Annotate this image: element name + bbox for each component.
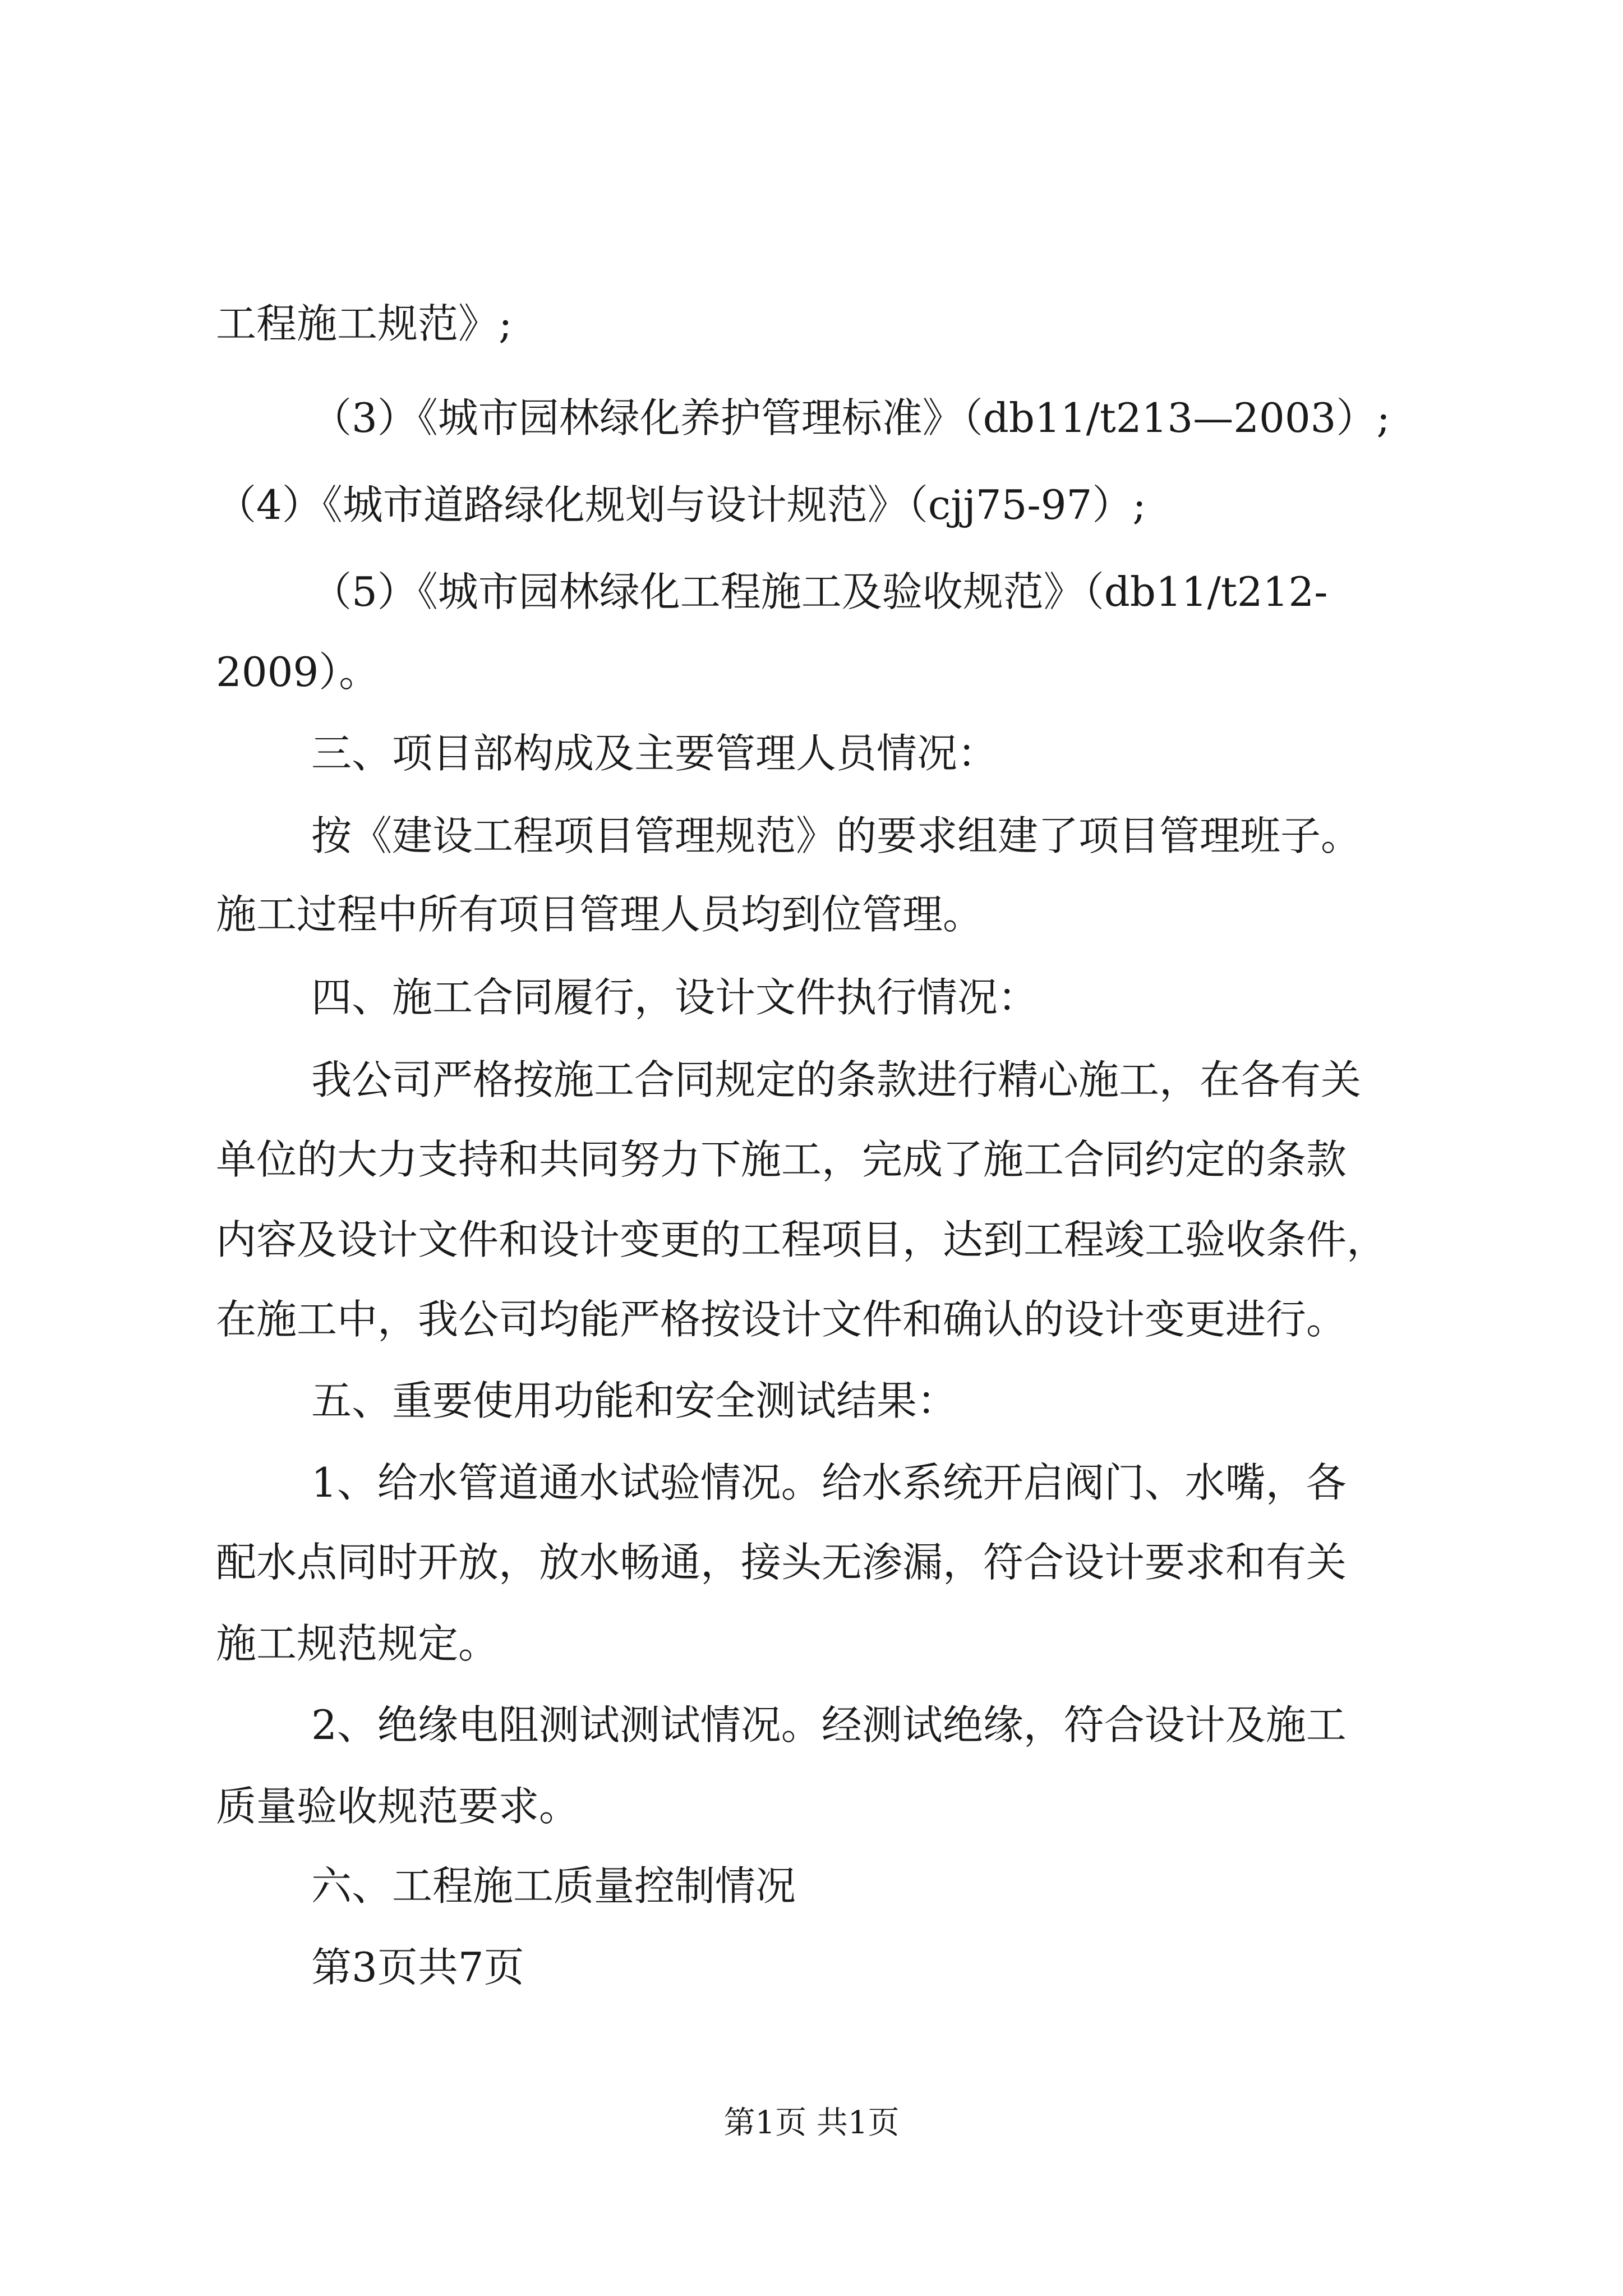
text-line-17: 施工规范规定。 <box>216 1620 499 1667</box>
text-line-7: 按《建设工程项目管理规范》的要求组建了项目管理班子。 <box>311 812 1362 859</box>
text-line-3: （4）《城市道路绿化规划与设计规范》（cjj75-97）; <box>216 481 1146 528</box>
text-line-1: 工程施工规范》; <box>216 300 513 347</box>
text-line-14: 五、重要使用功能和安全测试结果： <box>311 1377 958 1424</box>
text-line-13: 在施工中，我公司均能严格按设计文件和确认的设计变更进行。 <box>216 1296 1347 1343</box>
text-line-18: 2、绝缘电阻测试测试情况。经测试绝缘，符合设计及施工 <box>311 1701 1347 1749</box>
text-line-6: 三、项目部构成及主要管理人员情况： <box>311 730 998 777</box>
text-line-10: 我公司严格按施工合同规定的条款进行精心施工，在各有关 <box>311 1056 1362 1103</box>
text-line-9: 四、施工合同履行，设计文件执行情况： <box>311 974 1039 1021</box>
text-line-19: 质量验收规范要求。 <box>216 1783 580 1830</box>
text-line-8: 施工过程中所有项目管理人员均到位管理。 <box>216 891 984 938</box>
text-line-15: 1、给水管道通水试验情况。给水系统开启阀门、水嘴，各 <box>311 1459 1347 1506</box>
text-line-16: 配水点同时开放，放水畅通，接头无渗漏，符合设计要求和有关 <box>216 1539 1347 1586</box>
page-footer: 第1页 共1页 <box>723 2105 900 2141</box>
text-line-20: 六、工程施工质量控制情况 <box>311 1862 796 1910</box>
text-line-12: 内容及设计文件和设计变更的工程项目，达到工程竣工验收条件， <box>216 1216 1387 1263</box>
text-line-5: 2009）。 <box>216 648 380 696</box>
inline-page-number: 第3页共7页 <box>311 1944 524 1991</box>
text-line-4: （5）《城市园林绿化工程施工及验收规范》（db11/t212- <box>311 568 1328 615</box>
text-line-11: 单位的大力支持和共同努力下施工，完成了施工合同约定的条款 <box>216 1136 1347 1183</box>
text-line-2: （3）《城市园林绿化养护管理标准》（db11/t213—2003）; <box>311 394 1390 441</box>
